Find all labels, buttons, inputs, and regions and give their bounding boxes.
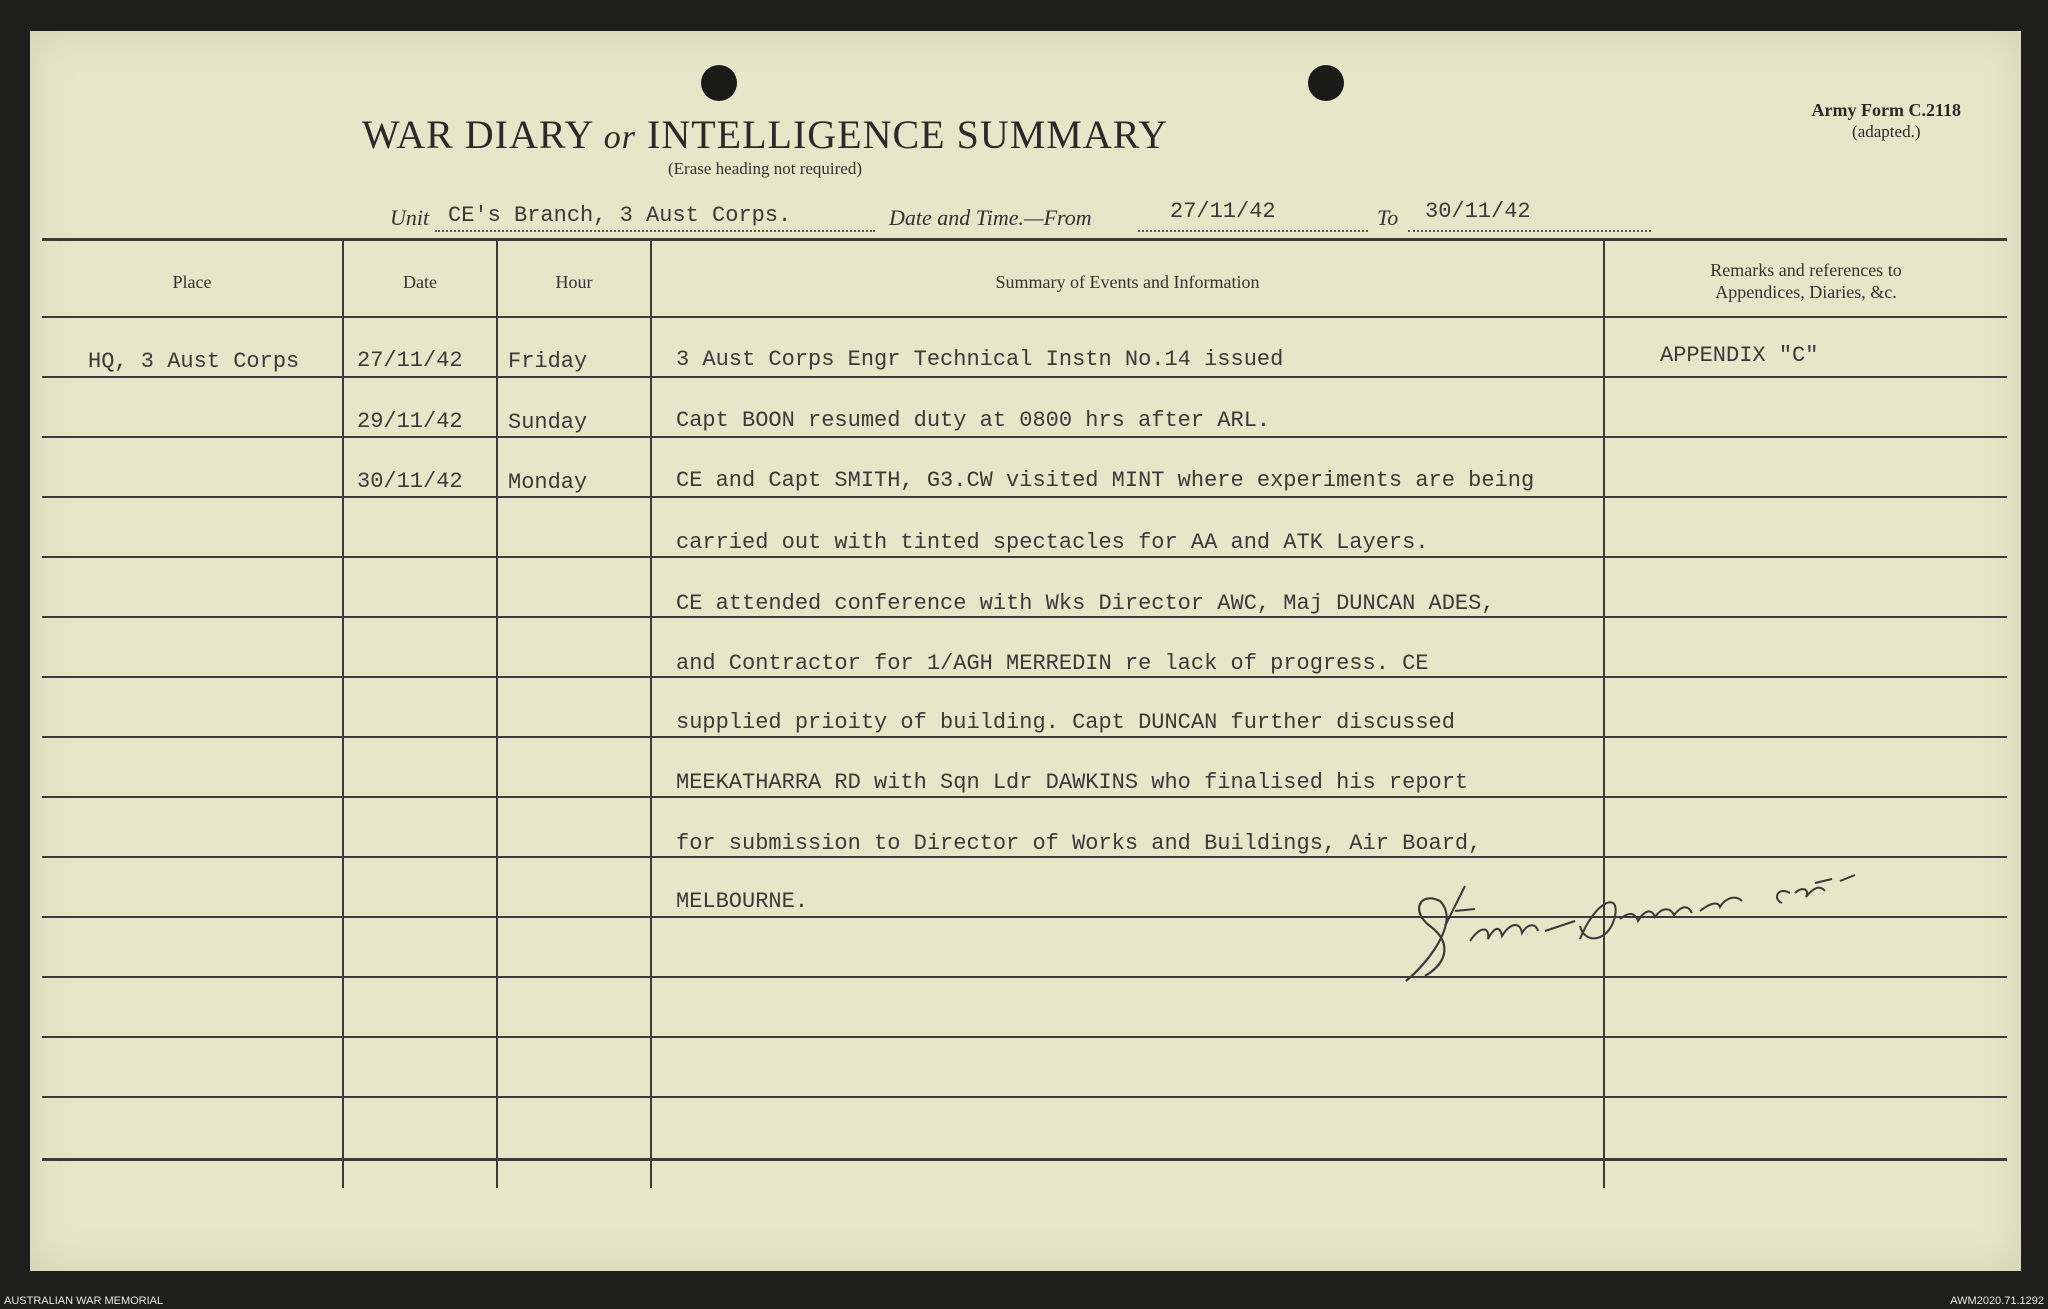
unit-label: Unit xyxy=(390,205,430,230)
row-rule xyxy=(42,796,2007,798)
punch-hole-right xyxy=(1308,65,1344,101)
row-rule xyxy=(42,616,2007,618)
row-rule xyxy=(42,1036,2007,1038)
row1-summary: 3 Aust Corps Engr Technical Instn No.14 issued xyxy=(676,347,1284,372)
row2-date: 29/11/42 xyxy=(357,409,463,434)
form-subtitle: (Erase heading not required) xyxy=(668,159,862,178)
row8-summary: MEEKATHARRA RD with Sqn Ldr DAWKINS who finalised his report xyxy=(676,770,1469,795)
row3-summary: CE and Capt SMITH, G3.CW visited MINT where experiments are being xyxy=(676,468,1535,493)
handwritten-signature xyxy=(1370,831,1890,1001)
row-rule xyxy=(42,436,2007,438)
footer-right: AWM2020.71.1292 xyxy=(1950,1295,2044,1307)
title-or: or xyxy=(603,119,636,156)
row1-date: 27/11/42 xyxy=(357,348,463,373)
unit-value: CE's Branch, 3 Aust Corps. xyxy=(448,203,792,228)
unit-line xyxy=(30,199,2021,243)
col-header-remarks xyxy=(1605,259,2007,303)
form-number-block xyxy=(1812,99,1961,143)
row2-summary: Capt BOON resumed duty at 0800 hrs after ARL. xyxy=(676,408,1271,433)
date-label: Date and Time.—From xyxy=(889,205,1092,230)
row3-date: 30/11/42 xyxy=(357,469,463,494)
row5-summary: CE attended conference with Wks Director AWC, Maj DUNCAN ADES, xyxy=(676,591,1495,616)
row-rule xyxy=(42,1096,2007,1098)
date-from: 27/11/42 xyxy=(1170,199,1276,224)
row7-summary: supplied prioity of building. Capt DUNCAN further discussed xyxy=(676,710,1455,735)
row-rule xyxy=(42,676,2007,678)
form-adapted: (adapted.) xyxy=(1852,122,1921,141)
row3-hour: Monday xyxy=(508,470,588,495)
remarks-header-line1: Remarks and references to xyxy=(1710,260,1902,280)
header-bottom-rule xyxy=(42,316,2007,318)
row1-hour: Friday xyxy=(508,349,588,374)
remarks-header-line2: Appendices, Diaries, &c. xyxy=(1715,282,1897,302)
title-part2: INTELLIGENCE SUMMARY xyxy=(647,112,1169,157)
row9-summary: for submission to Director of Works and Buildings, Air Board, xyxy=(676,831,1482,856)
table-bottom-rule xyxy=(42,1158,2007,1161)
row-rule xyxy=(42,556,2007,558)
col-header-hour: Hour xyxy=(555,272,593,292)
row4-summary: carried out with tinted spectacles for AA and ATK Layers. xyxy=(676,530,1429,555)
punch-hole-left xyxy=(701,65,737,101)
row6-summary: and Contractor for 1/AGH MERREDIN re lack of progress. CE xyxy=(676,651,1429,676)
diary-sheet xyxy=(30,31,2021,1271)
title-part1: WAR DIARY xyxy=(361,112,593,157)
row1-remarks: APPENDIX "C" xyxy=(1660,343,1819,368)
col-divider-summary xyxy=(1603,240,1605,1188)
col-header-place: Place xyxy=(172,272,212,292)
row-rule xyxy=(42,376,2007,378)
table-top-rule xyxy=(42,238,2007,241)
to-dotline xyxy=(1408,230,1651,232)
form-number: Army Form C.2118 xyxy=(1811,100,1961,120)
unit-dotline xyxy=(435,230,875,232)
col-divider-hour xyxy=(650,240,652,1188)
form-title xyxy=(30,111,1500,158)
col-divider-date xyxy=(496,240,498,1188)
footer-left: AUSTRALIAN WAR MEMORIAL xyxy=(4,1295,164,1307)
row-rule xyxy=(42,496,2007,498)
col-header-summary: Summary of Events and Information xyxy=(995,272,1260,292)
row2-hour: Sunday xyxy=(508,410,588,435)
row10-summary: MELBOURNE. xyxy=(676,889,809,914)
row-rule xyxy=(42,736,2007,738)
date-to: 30/11/42 xyxy=(1425,199,1531,224)
row1-place: HQ, 3 Aust Corps xyxy=(88,349,300,374)
from-dotline xyxy=(1138,230,1368,232)
col-header-date: Date xyxy=(403,272,437,292)
to-label: To xyxy=(1377,205,1399,230)
col-divider-place xyxy=(342,240,344,1188)
